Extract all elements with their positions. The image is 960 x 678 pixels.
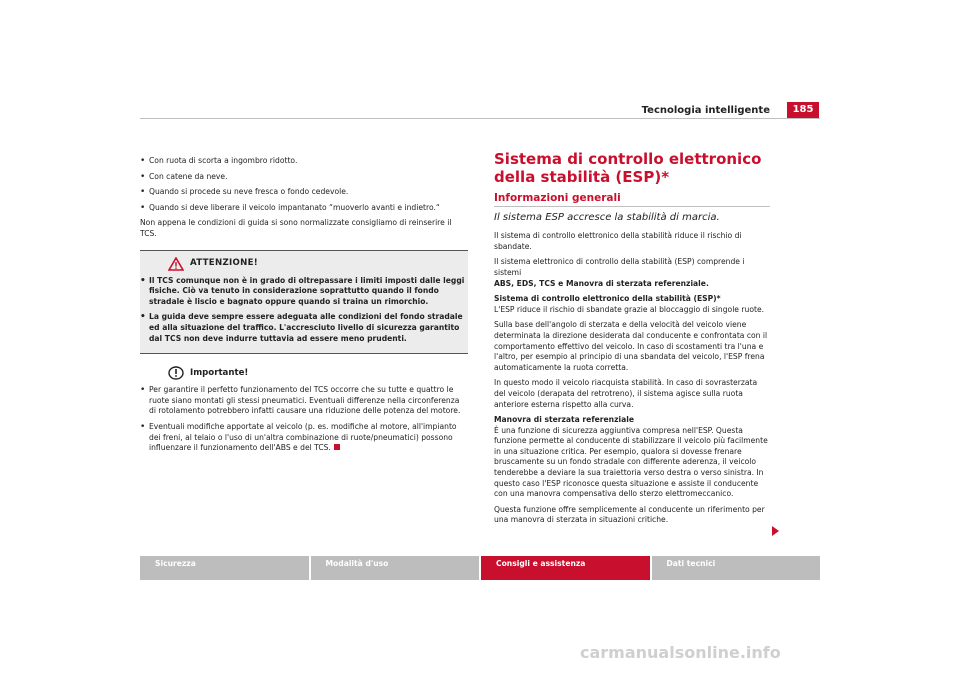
page-number: 185	[787, 102, 819, 118]
tab-modalita-uso[interactable]: Modalità d'uso	[311, 556, 480, 580]
next-page-arrow-icon[interactable]	[772, 526, 779, 536]
bullet-item: • Quando si deve liberare il veicolo impantanato “muoverlo avanti e indietro.“	[140, 202, 440, 213]
tab-consigli-assistenza[interactable]: Consigli e assistenza	[481, 556, 650, 580]
footer-tabs	[140, 556, 820, 580]
bullet-dot-icon: •	[140, 187, 146, 198]
reactivate-paragraph: Non appena le condizioni di guida si sono normalizzate consigliamo di reinserire il TCS.	[140, 218, 452, 238]
bullet-item: • Quando si procede su neve fresca o fondo cedevole.	[140, 187, 349, 198]
tab-dati-tecnici[interactable]: Dati tecnici	[652, 556, 821, 580]
warning-triangle-icon	[168, 257, 184, 271]
bullet-dot-icon: •	[140, 171, 146, 182]
paragraph: È una funzione di sicurezza aggiuntiva compresa nell'ESP. Questa funzione permette al conducente di stabilizzare il veicolo più facilmente in una situazione critica. Per esempio, qualora si dovesse frenare bruscamente su un fondo stradale con differente aderenza, il veicolo tenderebbe a deviare la sua traiettoria verso destra o verso sinistra. In questo caso l'ESP riconosce questa situazione e assiste il conducente con una manovra compensativa dello sterzo elettromeccanico.	[494, 425, 768, 499]
bullet-dot-icon: •	[140, 202, 146, 213]
section-end-icon	[334, 444, 340, 450]
bullet-item: • Con ruota di scorta a ingombro ridotto.	[140, 156, 298, 166]
warning-bullet: • Il TCS comunque non è in grado di oltrepassare i limiti imposti dalle leggi fisiche. Ciò va tenuto in considerazione soprattutto quando il fondo stradale è liscio e bagnato oppure quando si traina un rimorchio.	[140, 275, 465, 306]
paragraph: Il sistema elettronico di controllo della stabilità (ESP) comprende i sistemi ABS, EDS, TCS e Manovra di sterzata referenziale.	[494, 257, 745, 288]
paragraph: Sulla base dell'angolo di sterzata e della velocità del veicolo viene determinata la direzione desiderata dal conducente e confrontata con il comportamento effettivo del veicolo. In caso di scostamenti tra l'una e l'altro, per esempio al principio di una sbandata del veicolo, l'ESP frena automaticamente la ruota corretta.	[494, 320, 768, 372]
bullet-item: • Con catene da neve.	[140, 171, 228, 182]
right-column	[494, 150, 770, 531]
warning-bullet: • La guida deve sempre essere adeguata alle condizioni del fondo stradale ed alla situazione del traffico. L'accresciuto livello di sicurezza garantito dal TCS non deve indurre tuttavia ad essere meno prudenti.	[140, 312, 463, 343]
manovra-heading: Manovra di sterzata referenziale	[494, 415, 634, 425]
left-column	[140, 156, 468, 459]
paragraph: In questo modo il veicolo riacquista stabilità. In caso di sovrasterzata del veicolo (derapata del retrotreno), il sistema agisce sulla ruota anteriore esterna rispetto alla curva.	[494, 378, 758, 409]
page-header-title: Tecnologia intelligente	[641, 105, 770, 116]
important-title: Importante!	[190, 367, 249, 378]
header-rule	[140, 118, 820, 119]
warning-header	[168, 257, 468, 271]
esp-heading: Sistema di controllo elettronico della stabilità (ESP)*	[494, 294, 721, 304]
warning-title: ATTENZIONE!	[190, 258, 258, 269]
bullet-dot-icon: •	[140, 421, 146, 432]
important-bullet: • Eventuali modifiche apportate al veicolo (p. es. modifiche al motore, all'impianto dei freni, al telaio o l'uso di un'altra combinazione di ruote/pneumatici) possono influenzare il funzionamento dell'ABS e del TCS.	[140, 421, 457, 453]
section-subheading: Informazioni generali	[494, 193, 770, 207]
important-bullet: • Per garantire il perfetto funzionamento del TCS occorre che su tutte e quattro le ruote siano montati gli stessi pneumatici. Eventuali differenze nella circonferenza di rotolamento potrebbero infatti causare una riduzione delle potenza del motore.	[140, 385, 461, 416]
watermark: carmanualsonline.info	[580, 643, 781, 662]
section-subtitle: Il sistema ESP accresce la stabilità di marcia.	[494, 211, 720, 223]
tab-sicurezza[interactable]: Sicurezza	[140, 556, 309, 580]
bullet-dot-icon: •	[140, 275, 146, 286]
paragraph: L'ESP riduce il rischio di sbandate grazie al bloccaggio di singole ruote.	[494, 304, 765, 314]
paragraph: Il sistema di controllo elettronico della stabilità riduce il rischio di sbandate.	[494, 231, 742, 251]
bullet-dot-icon: •	[140, 312, 146, 323]
section-heading: Sistema di controllo elettronico della stabilità (ESP)*	[494, 150, 762, 186]
paragraph: Questa funzione offre semplicemente al conducente un riferimento per una manovra di sterzata in situazioni critiche.	[494, 504, 765, 525]
warning-box	[140, 250, 468, 355]
bullet-dot-icon: •	[140, 385, 146, 396]
bullet-dot-icon: •	[140, 156, 146, 166]
important-header	[168, 366, 468, 380]
important-exclamation-icon	[168, 366, 184, 380]
